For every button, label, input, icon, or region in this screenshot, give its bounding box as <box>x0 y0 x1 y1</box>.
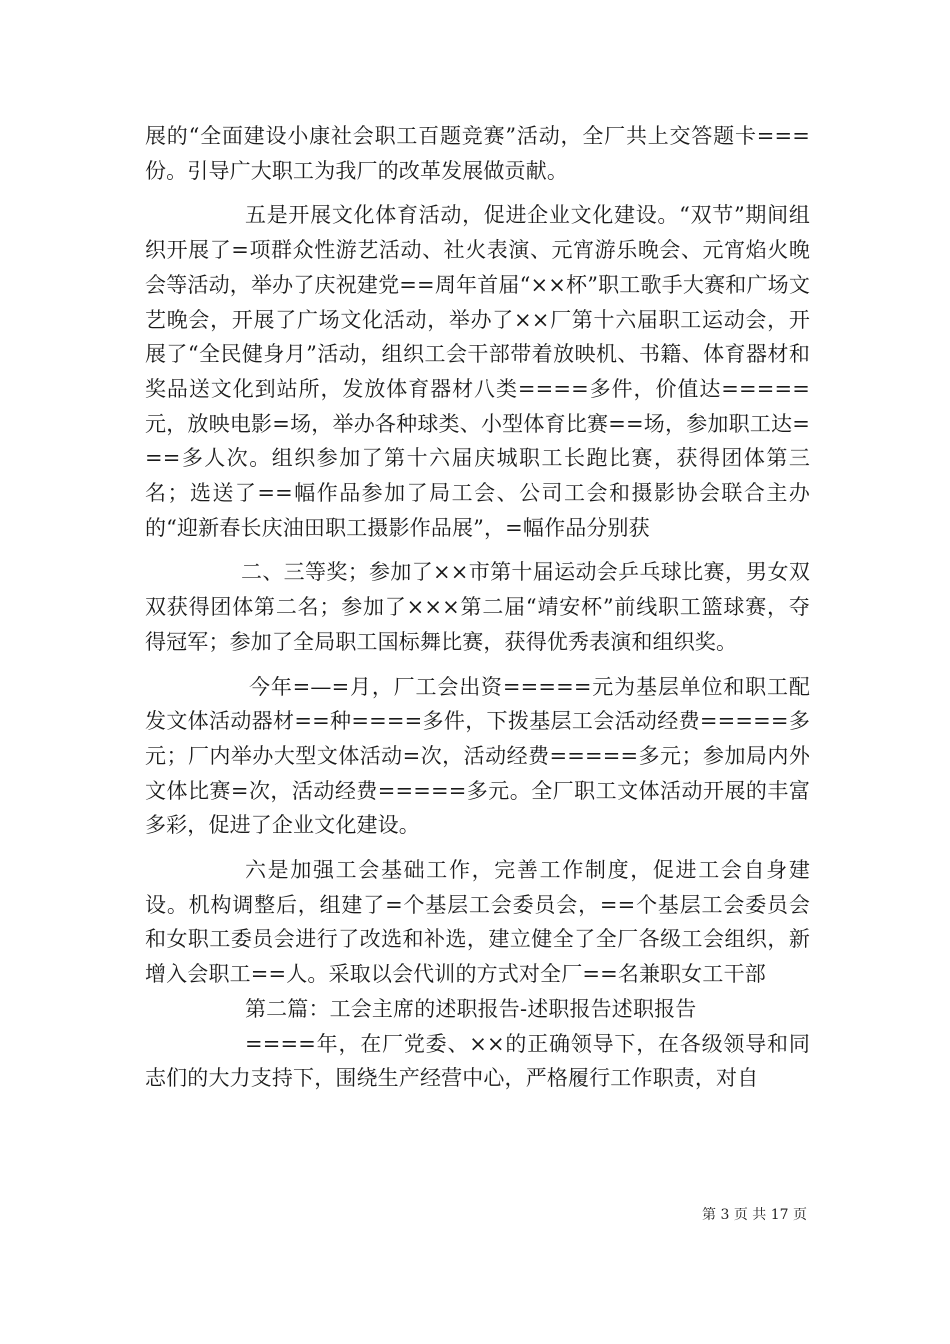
paragraph-6: ====年，在厂党委、××的正确领导下，在各级领导和同志们的大力支持下，围绕生产经营中心，严格履行工作职责，对自 <box>145 1031 810 1091</box>
paragraph-4: 今年=—=月，厂工会出资=====元为基层单位和职工配发文体活动器材==种====多件，下拨基层工会活动经费=====多元；厂内举办大型文体活动=次，活动经费=====多元；参加局内外文体比赛=次，活动经费=====多元。全厂职工文体活动开展的丰富多彩，促进了企业文化建设。 <box>145 674 810 838</box>
paragraph-2: 五是开展文化体育活动，促进企业文化建设。“双节”期间组织开展了=项群众性游艺活动、社火表演、元宵游乐晚会、元宵焰火晚会等活动，举办了庆祝建党==周年首届“××杯”职工歌手大赛和广场文艺晚会，开展了广场文化活动，举办了××厂第十六届职工运动会，开展了“全民健身月”活动，组织工会干部带着放映机、书籍、体育器材和奖品送文化到站所，发放体育器材八类====多件，价值达=====元，放映电影=场，举办各种球类、小型体育比赛==场，参加职工达===多人次。组织参加了第十六届庆城职工长跑比赛，获得团体第三名；选送了==幅作品参加了局工会、公司工会和摄影协会联合主办的“迎新春长庆油田职工摄影作品展”，=幅作品分别获 <box>145 203 810 540</box>
paragraph-gap <box>145 843 810 853</box>
paragraph-5: 六是加强工会基础工作，完善工作制度，促进工会自身建设。机构调整后，组建了=个基层工会委员会，==个基层工会委员会和女职工委员会进行了改选和补选，建立健全了全厂各级工会组织，新增入会职工==人。采取以会代训的方式对全厂==名兼职女工干部 <box>145 858 810 987</box>
paragraph-gap <box>145 660 810 670</box>
section-heading: 第二篇：工会主席的述职报告-述职报告述职报告 <box>245 996 697 1021</box>
paragraph-1: 展的“全面建设小康社会职工百题竞赛”活动，全厂共上交答题卡===份。引导广大职工为我厂的改革发展做贡献。 <box>145 124 810 183</box>
paragraph-3: 二、三等奖；参加了××市第十届运动会乒乓球比赛，男女双双获得团体第二名；参加了×××第二届“靖安杯”前线职工篮球赛，夺得冠军；参加了全局职工国标舞比赛，获得优秀表演和组织奖。 <box>145 560 810 654</box>
paragraph-gap <box>145 545 810 555</box>
page-number-footer: 第 3 页 共 17 页 <box>702 1207 807 1223</box>
paragraph-gap <box>145 188 810 198</box>
document-body <box>145 119 810 1096</box>
